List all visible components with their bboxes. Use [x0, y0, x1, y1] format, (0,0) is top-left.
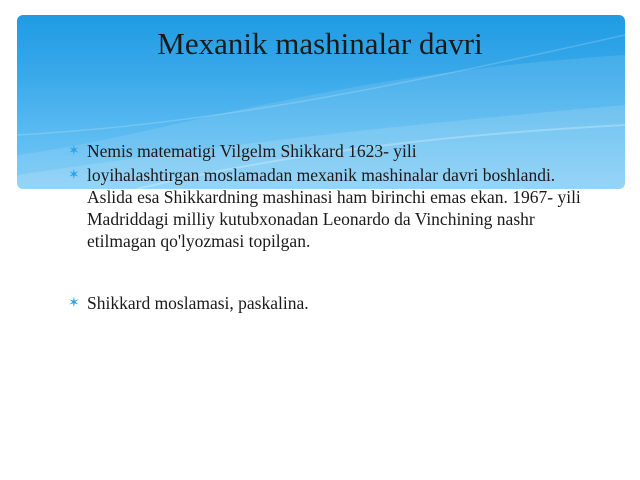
star-bullet-icon: ✶: [68, 295, 80, 311]
bullet-item: [68, 292, 588, 314]
bullet-text: loyihalashtirgan moslamadan mexanik mashinalar davri boshlandi. Aslida esa Shikkardning mashinasi ham birinchi emas ekan. 1967- yili Madriddagi milliy kutubxonadan Leonardo da Vinchining nashr etilmagan qo'lyozmasi topilgan.: [87, 165, 581, 251]
bullet-item: [68, 140, 588, 162]
star-bullet-icon: ✶: [68, 167, 80, 183]
slide-content: [68, 140, 588, 316]
bullet-text: Nemis matematigi Vilgelm Shikkard 1623- yili: [87, 141, 417, 161]
bullet-text: Shikkard moslamasi, paskalina.: [87, 293, 309, 313]
slide-title: Mexanik mashinalar davri: [157, 26, 483, 61]
bullet-item: [68, 164, 588, 252]
star-bullet-icon: ✶: [68, 143, 80, 159]
